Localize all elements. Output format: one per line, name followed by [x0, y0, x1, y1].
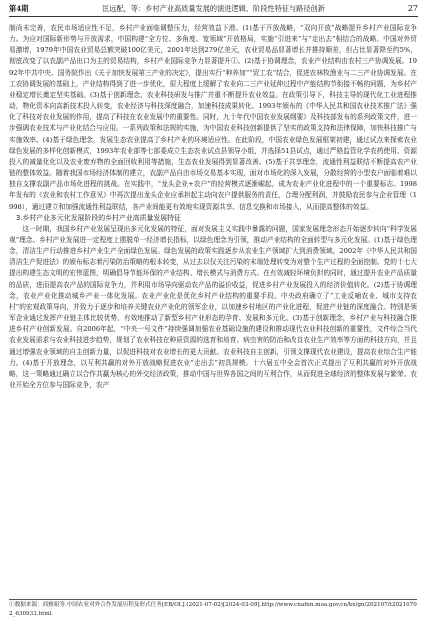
issue-number: 第4期	[9, 4, 29, 13]
body-paragraph: 这一时期，我国乡村产业发展呈现出多元化发展的特征，面对发展主义实践中暴露的问题，国家发展理念形态开始逐步转向“科学发展观”理念。乡村产业发展进一定程度上摆脱单一经济增长指标，以绿色理念为引领，推动产业结构的全面转型与多元化发展。(1)基于绿色理念，清洁生产行动推进乡村产业生产全面绿色发展。绿色发展的政策实践逐步从农业生产领域扩大到消费领域。2002年《中华人民共和国清洁生产促进法》的颁布标志着污染防治策略的根本转变，从过去以仅关注污染的末端处理转变为对整个生产过程的全面控制。党的十七大提出构建生态文明的宏伟蓝图，明确倡导节能环保的产业结构、增长模式与消费方式。在有效减轻环境负担的同时，通过提升农业产品质量的品质，进而提高农产品的国际竞争力，并利用市场导向驱动农产品的溢价收益，促进乡村产业发展投入的经济价值转化。(2)基于协调理念，农业产业化推动城乡产业一体化发展。农业产业化是优化乡村产业结构的重要手段。中央政府确立了“工业反哺农业、城市支持农村”的宏观政策导向，并致力于逐步和培养关键农业产业化的领军企业，以加速乡村地区的产业化进程，促进产业链的深度融合。特别是领军企业通过发挥产业链主体比较优势，有效地推动了新型乡村产业形态的孕育、发展和多元化。(3)基于创新理念，乡村产业与科技融合推进乡村产业创新发展。自2006年起，“中央一号文件”持续强调加强农业基础设施的建设和推动现代农业科技创新的重要性，文件综合当代农业发展需求与农业科技进步趋势，规划了农业科技在种质资源的选育和培育、病虫害的防治和改良农业生产效率等方面的科技方向，并且通过增强农业领域的自主创新力量，以促进科技对农业增长的更大贡献。农业科技自主创新，引领支撑现代农业建设，提高农业综合生产能力。(4)基于开放理念，以互利共赢的对外开放战略促进农业“走出去”初具规模。十六届五中全会首次正式提出了互利共赢的对外开放战略，这一策略通过确立以合作共赢为核心的外交经济政策，推动中国与世界各国之间的互利合作，从而促进全球经济的整体发展与繁荣。农业开始全方位参与国际竞争，农产	[9, 224, 417, 389]
body-paragraph: 制尚未完善，农民市场适应性不足，乡村产业面临调整压力，经营效益下滑。(1)基于开放战略，“双向开放”战略提升乡村产业国际竞争力。为应对国际新形势与开放需求，中国构建“全方位、多角度、宽领域”开放格局，实施“引进来”与“走出去”相结合的战略。中国对外贸易激增，1979年中国农业贸易总额突破100亿美元，2001年达到279亿美元，农业贸易品显著增长并推持顺差，但占比显著降至约5%，彻底改变了以农副产品出口为主的贸易结构，乡村产业国际竞争力显著提升①。(2)基于协调理念，农业产业结构由农村三产协调发展。1992年中共中央、国务院作出《关于加快发展第三产业的决定》，提出实行“种养加”“贸工农”结合，促进农林牧渔业与二三产业协调发展。在工农协调发展的基础上，产业结构得到了进一步优化，很大程度上缓解了农业向二三产业延伸过程中产能结构节衔接不畅的问题，为乡村产业稳定增长奠定坚实基础。(3)基于创新理念，农业科技研发与推广并重不断提升农业效益。在政策引导下，科技主导的现代化工业进程推动，物化资本向高新技术投入转变，农业经济与科技深度融合，加速科技成果转化。1993年颁布的《中华人民共和国农业技术推广法》强化了科技对农业发展的作用，提高了科技在农业发展中的重要性。同时，九十年代中国农业发展纲要》及科技部发布的系列政策文件，进一步强调农业技术与产业化结合与应用。一系列政策和法规的实施，为中国农业科技创新提供了坚实的政策支持和法律保障，加快科技推广与实施效率。(4)基于绿色理念，发展生态农业提高了乡村产业的环境适应性。在此阶段，中国农业绿色发展框架初建，通过试点来探索农业绿色发展的多样化创新模式，1993年农业部等七部委成立生态农业试点县领导小组，并选择51县试点，通过严格监管化学农药使用、资源投入的减量化化以及农业废弃物的全面回收利用等措施，生态农业发展得到显著改善。(5)基于共享理念，流通性利益联结不断提高农产业链的整体效益。随着我国市场经济体制的建立，农副产品自由市场交易基本实现，面对市场化的深入发展，分散经营的小型农户面临着难以独自支撑农副产品市场化进程的挑战。在实践中，“龙头企业+农户”的经营模式逐渐崛起，成为农业产业化进程中的一个重要标志。1998年发布的《农业和农村工作意见》中再次提出龙头企业应承担起主动向农户提供服务的责任，合理分配利润，并鼓励农民参与企业管理（1998），通过建立和加强流通性利益联结，各产业间能更有效地实现资源共享、信息交换和市场接入，从而提高整体的效益。	[9, 24, 417, 211]
page-header	[9, 2, 418, 17]
footnote: ①数据来源：商雅娟等.中国农业对外合作发展历程及形式任务[EB/OL].(2021-07-02)[2024-03-09].http://www.cnafun.moa.gov.cn/kx/gn/202107/t20210702_630933.html.	[9, 599, 417, 618]
page-number: 27	[407, 4, 418, 13]
section-heading: 3.乡村产业多元化发展阶段的乡村产业高质量发展特征	[15, 213, 181, 222]
article-body	[9, 23, 417, 391]
running-title: 匡远配，等：乡村产业高质量发展的演进逻辑、阶段性特征与路径创新	[102, 4, 325, 13]
